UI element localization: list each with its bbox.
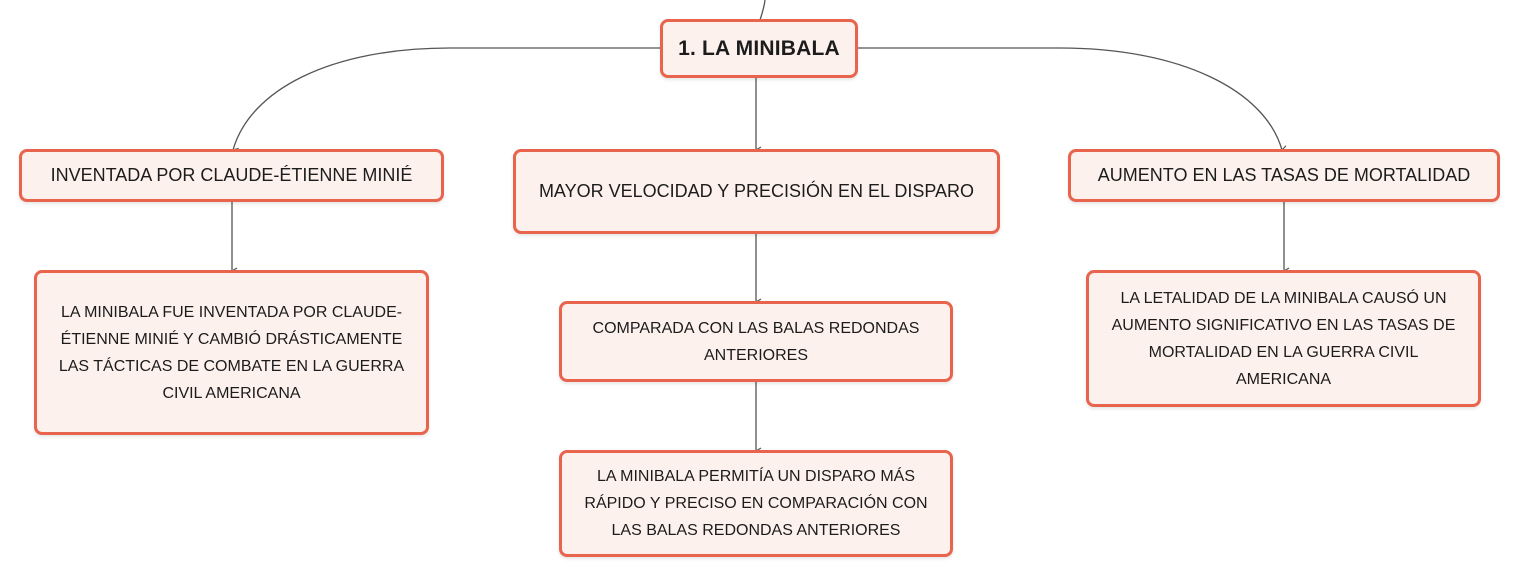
branch-node-velocity[interactable] — [513, 149, 1000, 234]
connector-parent-incoming — [760, 0, 765, 20]
sub-node-label: COMPARADA CON LAS BALAS REDONDAS ANTERIORES — [592, 319, 920, 364]
detail-node-label: LA MINIBALA PERMITÍA UN DISPARO MÁS RÁPIDO Y PRECISO EN COMPARACIÓN CON LAS BALAS REDONDAS ANTERIORES — [584, 468, 928, 539]
detail-node-mortality[interactable] — [1086, 270, 1481, 407]
branch-node-label: AUMENTO EN LAS TASAS DE MORTALIDAD — [1097, 165, 1471, 185]
detail-node-velocity[interactable] — [559, 450, 953, 557]
detail-node-label: LA MINIBALA FUE INVENTADA POR CLAUDE-ÉTIENNE MINIÉ Y CAMBIÓ DRÁSTICAMENTE LAS TÁCTICAS DE COMBATE EN LA GUERRA CIVIL AMERICANA — [58, 303, 405, 402]
detail-node-label: LA LETALIDAD DE LA MINIBALA CAUSÓ UN AUMENTO SIGNIFICATIVO EN LAS TASAS DE MORTALIDAD EN LA GUERRA CIVIL AMERICANA — [1111, 289, 1456, 388]
root-node[interactable] — [660, 19, 858, 78]
root-node-label: 1. LA MINIBALA — [678, 36, 840, 60]
branch-node-label: INVENTADA POR CLAUDE-ÉTIENNE MINIÉ — [50, 165, 413, 185]
detail-node-inventor[interactable] — [34, 270, 429, 435]
connector-root-to-branch-3 — [858, 48, 1282, 150]
sub-node-comparison[interactable] — [559, 301, 953, 382]
branch-node-label: MAYOR VELOCIDAD Y PRECISIÓN EN EL DISPARO — [538, 181, 975, 201]
connector-root-to-branch-1 — [233, 48, 660, 150]
branch-node-mortality[interactable] — [1068, 149, 1500, 202]
branch-node-inventor[interactable] — [19, 149, 444, 202]
